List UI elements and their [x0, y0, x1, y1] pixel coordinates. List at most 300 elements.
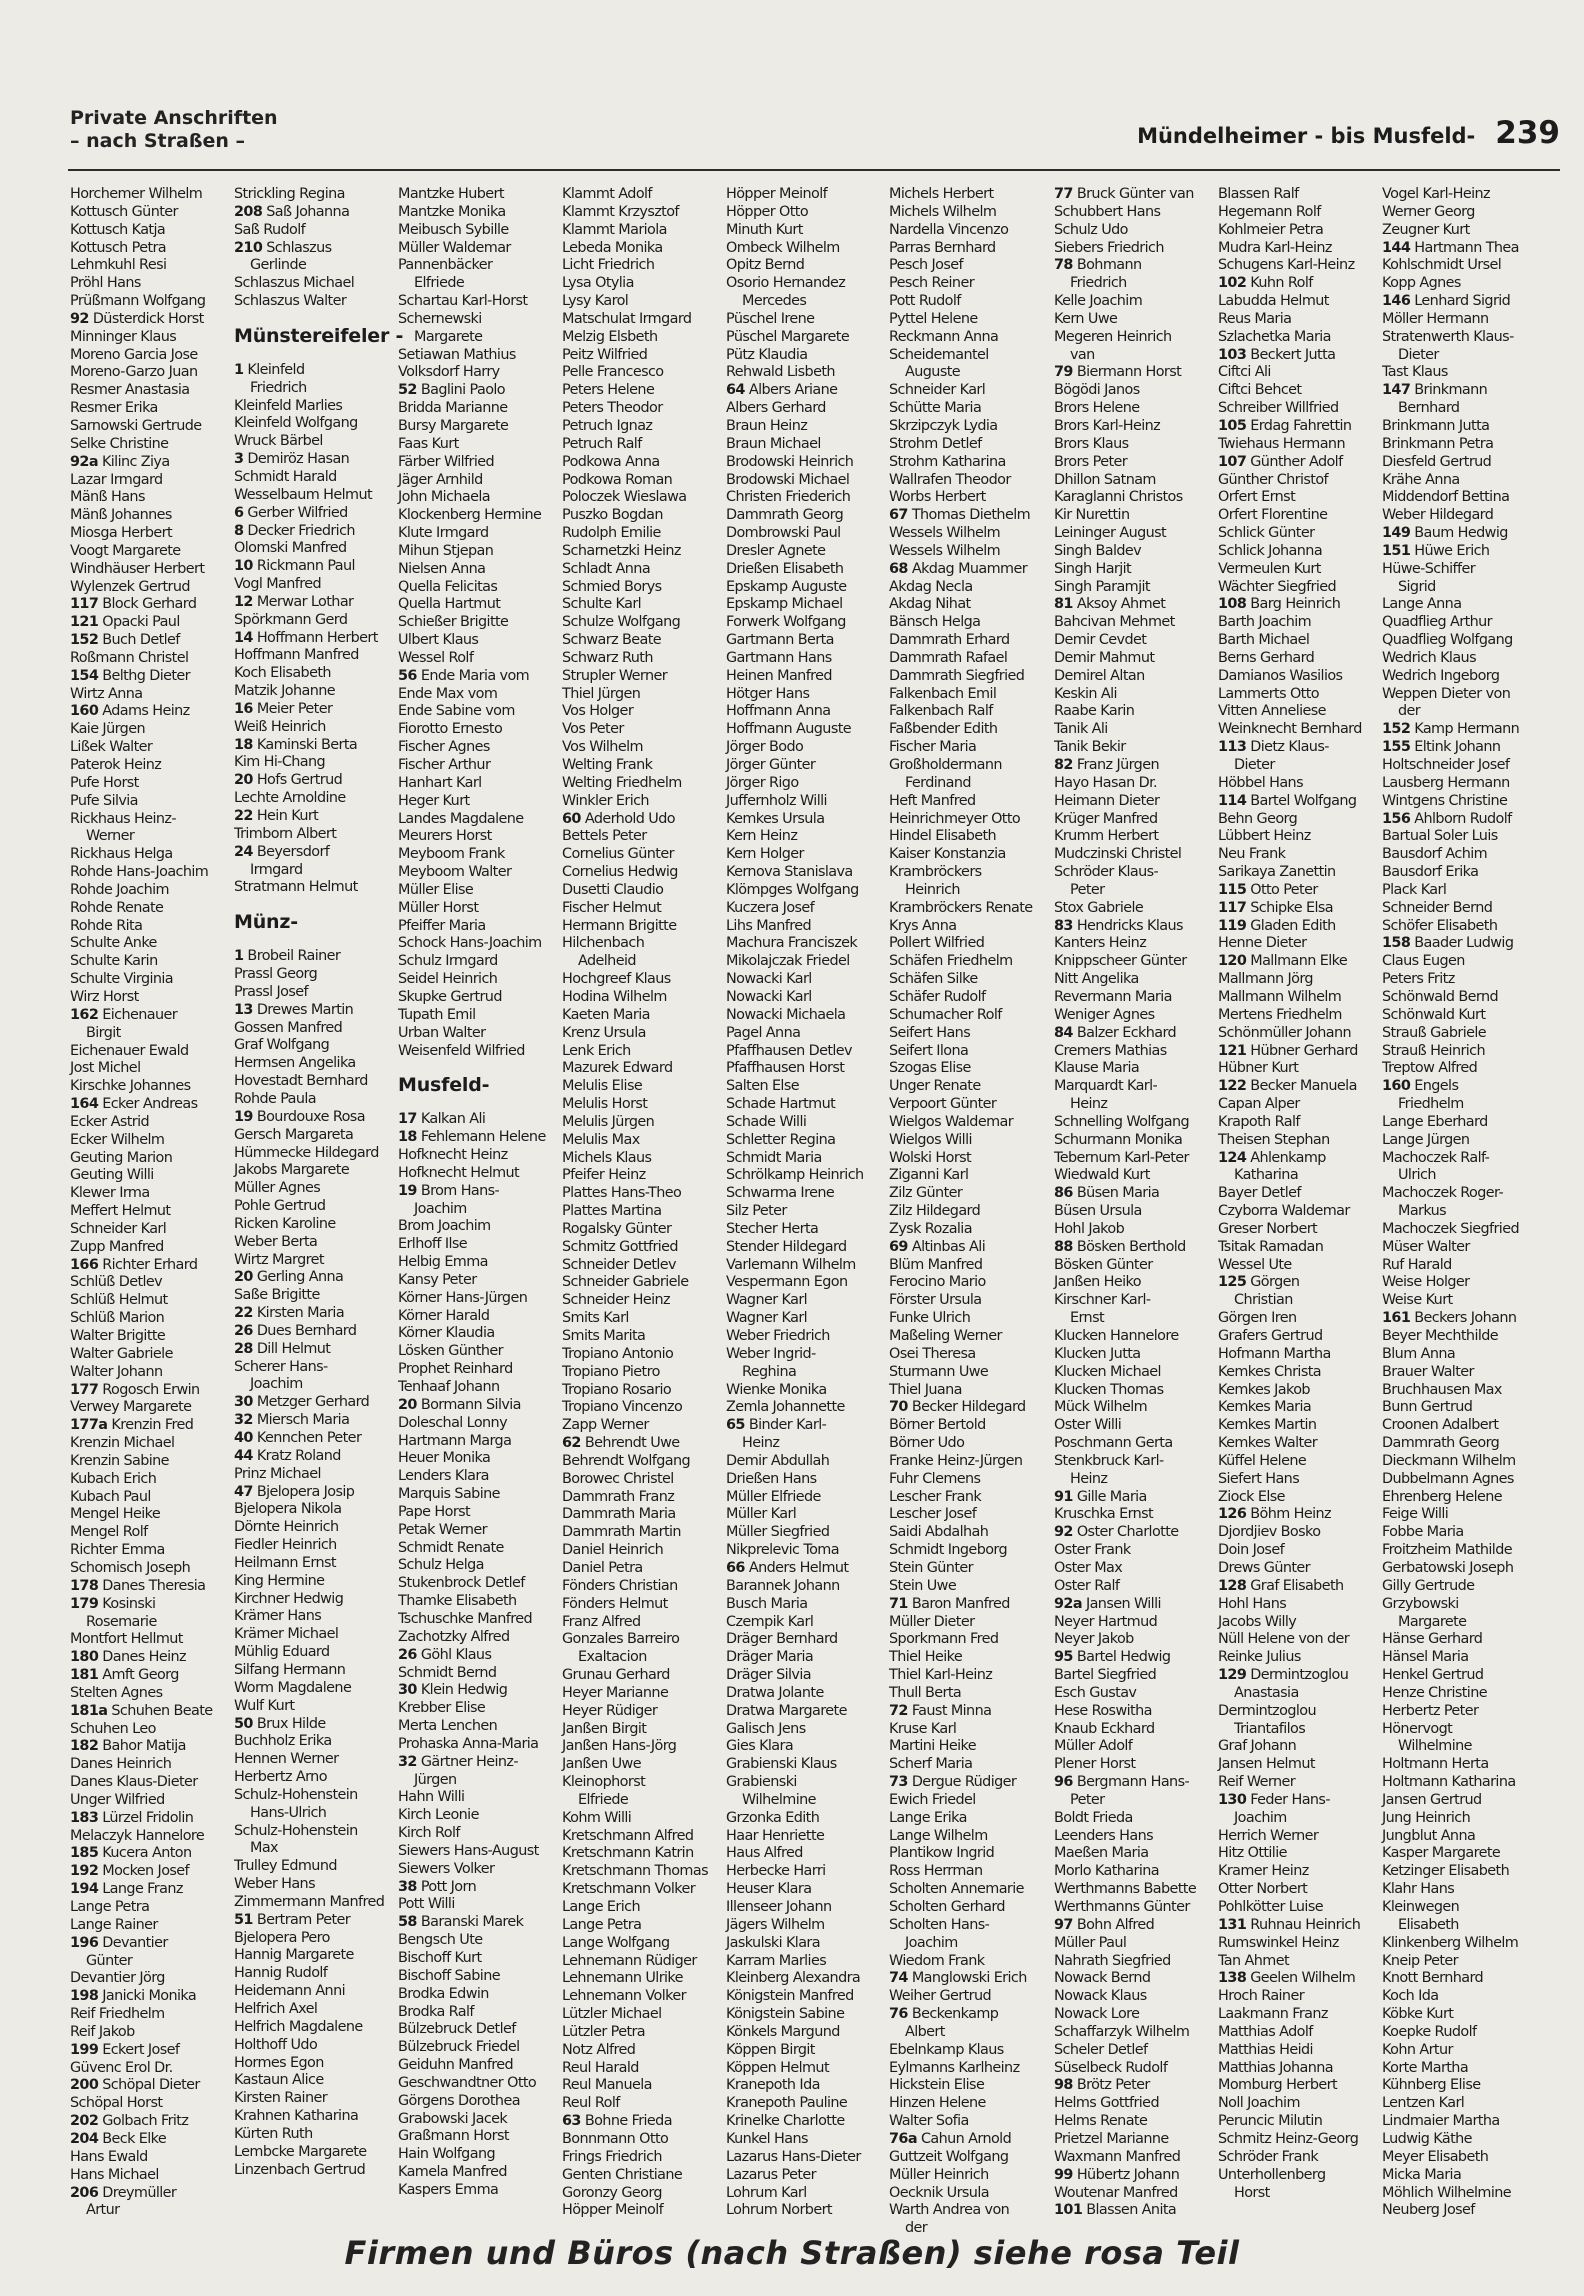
directory-entry [398, 1879, 558, 1897]
directory-entry [1054, 739, 1214, 757]
house-number: 86 [1054, 1185, 1073, 1202]
directory-entry [234, 1751, 394, 1769]
directory-entry [70, 257, 230, 275]
resident-name: Machoczek Ralf- [1382, 1149, 1490, 1166]
directory-entry [726, 257, 886, 275]
resident-name: Paterok Heinz [70, 757, 162, 773]
resident-name: Ross Herrman [889, 1863, 983, 1880]
resident-name: Mengel Heike [70, 1506, 161, 1523]
house-number: 14 [234, 629, 253, 646]
directory-entry [726, 846, 886, 864]
resident-name: Seidel Heinrich [398, 971, 498, 988]
resident-name: Janßen Birgit [562, 1720, 647, 1737]
resident-name: Hans Ewald [70, 2148, 148, 2165]
resident-name: Treptow Alfred [1382, 1060, 1478, 1077]
resident-name: Kim Hi-Chang [234, 754, 326, 771]
directory-entry [726, 1417, 886, 1435]
directory-entry [234, 1823, 394, 1841]
directory-entry [1054, 1774, 1214, 1792]
directory-entry [889, 1150, 1049, 1168]
resident-name: Weisenfeld Wilfried [398, 1042, 525, 1059]
resident-name: Schulze Wolfgang [562, 614, 681, 631]
resident-name: Vos Peter [562, 721, 624, 738]
resident-name: Kilinc Ziya [101, 453, 170, 470]
resident-name: Wulf Kurt [234, 1697, 295, 1714]
resident-name: Siewers Hans-August [398, 1842, 539, 1859]
directory-entry [1054, 1328, 1214, 1346]
house-number: 60 [562, 810, 581, 827]
directory-entry [1218, 311, 1378, 329]
resident-name: Wedrich Klaus [1382, 649, 1476, 666]
resident-name: Hese Roswitha [1054, 1702, 1152, 1719]
directory-entry [1054, 275, 1214, 293]
house-number: 181a [70, 1702, 108, 1719]
resident-name: Kosinski [102, 1595, 156, 1612]
directory-entry [234, 1626, 394, 1644]
directory-entry [234, 1912, 394, 1930]
directory-entry [1218, 1185, 1378, 1203]
directory-entry [726, 1721, 886, 1739]
resident-name: Schmidt Ingeborg [889, 1542, 1008, 1559]
directory-entry [726, 2202, 886, 2220]
directory-entry [889, 1578, 1049, 1596]
directory-entry [889, 900, 1049, 918]
entry-continuation: Ernst [1070, 1310, 1105, 1327]
directory-entry [234, 1412, 394, 1430]
directory-entry [1054, 1489, 1214, 1507]
resident-name: Ecker Andreas [102, 1096, 198, 1113]
resident-name: Pohle Gertrud [234, 1198, 326, 1215]
resident-name: Welting Friedhelm [562, 774, 682, 791]
resident-name: Forwerk Wolfgang [726, 614, 846, 631]
resident-name: Mazurek Edward [562, 1060, 673, 1077]
directory-entry [398, 1025, 558, 1043]
directory-entry [1218, 1596, 1378, 1614]
resident-name: Behrendt Uwe [584, 1435, 680, 1452]
directory-entry [234, 1198, 394, 1216]
directory-entry [889, 579, 1049, 597]
directory-entry [562, 1096, 722, 1114]
directory-entry [726, 1399, 886, 1417]
directory-entry [70, 1364, 230, 1382]
resident-name: Bülzebruck Friedel [398, 2039, 520, 2056]
directory-entry [70, 2042, 230, 2060]
resident-name: Hoffmann Anna [726, 703, 831, 720]
resident-name: Neu Frank [1218, 846, 1286, 863]
resident-name: Kaeten Maria [562, 1006, 650, 1023]
resident-name: Wächter Siegfried [1218, 578, 1337, 595]
resident-name: Klucken Hannelore [1054, 1328, 1179, 1344]
directory-entry [234, 1662, 394, 1680]
resident-name: Böhm Heinz [1250, 1506, 1331, 1523]
resident-name: Klömpges Wolfgang [726, 881, 859, 898]
directory-entry [70, 1881, 230, 1899]
entry-continuation: Peter [1070, 1791, 1105, 1808]
directory-entry [1382, 1185, 1542, 1203]
resident-name: Bausdorf Erika [1382, 864, 1479, 881]
resident-name: Akdag Necla [889, 578, 973, 595]
resident-name: Poloczek Wieslawa [562, 489, 687, 506]
directory-entry [562, 721, 722, 739]
house-number: 6 [234, 504, 244, 521]
directory-entry [234, 558, 394, 576]
resident-name: Graßmann Horst [398, 2128, 509, 2145]
directory-entry [1054, 668, 1214, 686]
resident-name: Holtmann Katharina [1382, 1774, 1516, 1791]
directory-entry [1382, 935, 1542, 953]
directory-entry [726, 1364, 886, 1382]
directory-entry [234, 647, 394, 665]
directory-entry [726, 2042, 886, 2060]
directory-entry [1382, 1542, 1542, 1560]
resident-name: Schäfen Friedhelm [889, 953, 1013, 970]
directory-entry [889, 1382, 1049, 1400]
resident-name: Fuhr Clemens [889, 1470, 981, 1487]
directory-entry [398, 1647, 558, 1665]
directory-entry [1054, 1614, 1214, 1632]
directory-entry [70, 1685, 230, 1703]
resident-name: Wessels Wilhelm [889, 525, 1001, 542]
directory-entry [1054, 525, 1214, 543]
house-number: 12 [234, 593, 253, 610]
resident-name: Nahrath Siegfried [1054, 1952, 1171, 1969]
directory-entry [562, 1453, 722, 1471]
resident-name: Beckenkamp [911, 2006, 999, 2023]
directory-entry [70, 1096, 230, 1114]
directory-entry [889, 739, 1049, 757]
directory-entry [726, 1988, 886, 2006]
directory-entry [70, 1489, 230, 1507]
directory-entry [1218, 364, 1378, 382]
directory-entry [726, 1792, 886, 1810]
directory-entry [726, 793, 886, 811]
directory-entry [398, 1007, 558, 1025]
resident-name: Jost Michel [70, 1060, 141, 1077]
directory-entry [726, 311, 886, 329]
directory-entry [70, 1774, 230, 1792]
resident-name: Meyboom Walter [398, 864, 512, 881]
directory-entry [562, 1025, 722, 1043]
directory-entry [234, 1091, 394, 1109]
directory-entry [562, 1060, 722, 1078]
resident-name: Machura Franciszek [726, 935, 858, 952]
directory-entry [234, 1537, 394, 1555]
resident-name: Lazar Irmgard [70, 471, 163, 488]
directory-entry [70, 2024, 230, 2042]
resident-name: Zemla Johannette [726, 1399, 845, 1416]
directory-entry [889, 1471, 1049, 1489]
directory-entry [726, 2113, 886, 2131]
resident-name: Hofknecht Heinz [398, 1147, 508, 1164]
directory-entry [1382, 436, 1542, 454]
house-number: 119 [1218, 917, 1247, 934]
resident-name: Brodowski Heinrich [726, 453, 854, 470]
resident-name: Hroch Rainer [1218, 1988, 1305, 2005]
resident-name: Ludwig Käthe [1382, 2130, 1472, 2147]
directory-entry [562, 2042, 722, 2060]
resident-name: Schlüß Helmut [70, 1292, 168, 1309]
house-number: 117 [70, 596, 99, 613]
resident-name: Hennen Werner [234, 1751, 339, 1768]
resident-name: Thiel Karl-Heinz [889, 1667, 993, 1684]
resident-name: Ziganni Karl [889, 1167, 969, 1184]
resident-name: Karram Marlies [726, 1952, 827, 1969]
directory-entry [1218, 293, 1378, 311]
directory-entry [726, 1185, 886, 1203]
directory-entry [398, 1611, 558, 1629]
resident-name: Mantzke Monika [398, 203, 506, 220]
resident-name: Bonnmann Otto [562, 2130, 669, 2147]
resident-name: Nielsen Anna [398, 560, 486, 577]
resident-name: Twiehaus Hermann [1218, 435, 1345, 452]
directory-entry [234, 204, 394, 222]
directory-entry [562, 650, 722, 668]
directory-entry [398, 1236, 558, 1254]
house-number: 146 [1382, 293, 1411, 310]
resident-name: Thull Berta [889, 1684, 962, 1701]
directory-entry [398, 1450, 558, 1468]
directory-entry [234, 737, 394, 755]
directory-entry [1382, 1685, 1542, 1703]
resident-name: Müller Siegfried [726, 1524, 830, 1541]
resident-name: Pyttel Helene [889, 310, 978, 327]
directory-entry [1054, 436, 1214, 454]
resident-name: Buch Detlef [102, 632, 180, 649]
resident-name: Schnelling Wolfgang [1054, 1113, 1190, 1130]
directory-entry [562, 632, 722, 650]
resident-name: Kretschmann Volker [562, 1881, 696, 1898]
resident-name: Baglini Paolo [420, 382, 506, 399]
house-number: 64 [726, 382, 745, 399]
resident-name: Diesfeld Gertrud [1382, 453, 1492, 470]
resident-name: Dermintzoglou [1218, 1702, 1316, 1719]
directory-entry [234, 451, 394, 469]
directory-entry [398, 1950, 558, 1968]
house-number: 101 [1054, 2202, 1083, 2219]
resident-name: Borowec Christel [562, 1470, 674, 1487]
resident-name: Kohlmeier Petra [1218, 221, 1324, 238]
directory-entry [1054, 935, 1214, 953]
directory-entry [726, 1917, 886, 1935]
directory-entry [70, 1060, 230, 1078]
resident-name: Schulte Virginia [70, 971, 174, 988]
directory-entry [70, 2095, 230, 2113]
directory-entry [70, 703, 230, 721]
resident-name: Lange Petra [70, 1899, 150, 1915]
directory-entry [889, 257, 1049, 275]
entry-continuation: Irmgard [250, 861, 303, 878]
directory-entry [1218, 489, 1378, 507]
directory-entry [1218, 1899, 1378, 1917]
directory-column-7 [1054, 186, 1214, 2219]
resident-name: Wruck Bärbel [234, 433, 323, 450]
directory-entry [562, 1274, 722, 1292]
resident-name: Matthias Adolf [1218, 2023, 1313, 2040]
directory-entry [1054, 1292, 1214, 1310]
resident-name: Kuczera Josef [726, 899, 815, 916]
directory-entry [398, 525, 558, 543]
resident-name: Scholten Hans- [889, 1916, 990, 1933]
resident-name: Hanhart Karl [398, 774, 482, 791]
entry-continuation: Triantafilos [1234, 1720, 1306, 1737]
house-number: 183 [70, 1809, 99, 1826]
directory-entry [1054, 1310, 1214, 1328]
resident-name: Klucken Jutta [1054, 1345, 1141, 1362]
directory-entry [1054, 1667, 1214, 1685]
directory-entry [562, 1988, 722, 2006]
directory-entry [1382, 1845, 1542, 1863]
resident-name: Voogt Margarete [70, 542, 181, 559]
directory-entry [562, 204, 722, 222]
resident-name: Thamke Elisabeth [398, 1593, 517, 1610]
directory-entry [1054, 1685, 1214, 1703]
directory-entry [398, 543, 558, 561]
directory-entry [398, 204, 558, 222]
directory-entry [1218, 1953, 1378, 1971]
directory-entry [70, 1043, 230, 1061]
directory-entry [234, 540, 394, 558]
resident-name: Verwey Margarete [70, 1399, 192, 1416]
resident-name: Weber Berta [234, 1233, 318, 1250]
house-number: 19 [234, 1108, 253, 1125]
resident-name: Klein Hedwig [420, 1682, 508, 1699]
resident-name: Akdag Muammer [911, 560, 1028, 577]
directory-entry [70, 918, 230, 936]
directory-entry [562, 2024, 722, 2042]
entry-continuation: Sigrid [1398, 578, 1436, 595]
directory-entry [726, 1471, 886, 1489]
directory-entry [398, 1397, 558, 1415]
directory-entry [1218, 1453, 1378, 1471]
resident-name: Miosga Herbert [70, 525, 172, 542]
directory-entry [1054, 703, 1214, 721]
directory-entry [1382, 1114, 1542, 1132]
resident-name: Opitz Bernd [726, 257, 805, 274]
resident-name: Werthmanns Babette [1054, 1881, 1197, 1898]
directory-entry [398, 2057, 558, 2075]
resident-name: Kir Nurettin [1054, 507, 1130, 524]
directory-entry [562, 454, 722, 472]
directory-entry [562, 668, 722, 686]
resident-name: Förster Ursula [889, 1292, 982, 1309]
resident-name: Prassl Josef [234, 983, 308, 1000]
resident-name: Saß Rudolf [234, 221, 306, 238]
resident-name: Bischoff Kurt [398, 1950, 482, 1966]
house-number: 67 [889, 507, 908, 524]
resident-name: Golbach Fritz [102, 2113, 189, 2130]
directory-entry [562, 703, 722, 721]
directory-entry [562, 275, 722, 293]
house-number: 81 [1054, 596, 1073, 613]
directory-entry [562, 1578, 722, 1596]
resident-name: Skupke Gertrud [398, 988, 502, 1005]
resident-name: Wielgos Waldemar [889, 1113, 1014, 1130]
resident-name: Pesch Josef [889, 257, 963, 274]
resident-name: Schrölkamp Heinrich [726, 1167, 864, 1184]
resident-name: Bourdouxe Rosa [256, 1108, 365, 1125]
directory-entry [889, 1364, 1049, 1382]
resident-name: Thomas Diethelm [911, 507, 1031, 524]
directory-entry [70, 222, 230, 240]
resident-name: Croonen Adalbert [1382, 1417, 1499, 1434]
resident-name: Ricken Karoline [234, 1215, 336, 1232]
resident-name: Reif Friedhelm [70, 2006, 165, 2023]
resident-name: Kramer Heinz [1218, 1863, 1309, 1880]
directory-entry [234, 1698, 394, 1716]
resident-name: Oster Charlotte [1076, 1524, 1179, 1541]
directory-entry [726, 2185, 886, 2203]
directory-entry [398, 2021, 558, 2039]
directory-entry [1054, 257, 1214, 275]
resident-name: Reif Jakob [70, 2023, 135, 2040]
resident-name: Smits Marita [562, 1328, 646, 1344]
resident-name: Rohde Hans-Joachim [70, 864, 209, 881]
directory-entry [1382, 971, 1542, 989]
house-number: 65 [726, 1417, 745, 1434]
resident-name: Parras Bernhard [889, 239, 996, 256]
directory-entry [1054, 596, 1214, 614]
directory-entry [1382, 1935, 1542, 1953]
directory-entry [398, 275, 558, 293]
directory-entry [1218, 614, 1378, 632]
directory-entry [234, 293, 394, 311]
directory-entry [70, 454, 230, 472]
directory-entry [1218, 686, 1378, 704]
directory-entry [70, 900, 230, 918]
resident-name: Weber Ingrid- [726, 1345, 816, 1362]
resident-name: Beck Elke [102, 2130, 167, 2147]
resident-name: Szogas Elise [889, 1060, 971, 1077]
directory-entry [1218, 1703, 1378, 1721]
directory-entry [889, 918, 1049, 936]
resident-name: Djordjiev Bosko [1218, 1524, 1321, 1541]
page-number: 239 [1495, 115, 1560, 151]
resident-name: Bartel Hedwig [1076, 1649, 1171, 1666]
directory-entry [726, 953, 886, 971]
resident-name: Krenzin Fred [111, 1417, 194, 1434]
directory-entry [726, 721, 886, 739]
house-number: 82 [1054, 757, 1073, 773]
resident-name: Neuberg Josef [1382, 2202, 1475, 2219]
resident-name: Hübertz Johann [1076, 2166, 1180, 2183]
resident-name: Jägers Wilhelm [726, 1916, 825, 1933]
resident-name: Goronzy Georg [562, 2184, 662, 2201]
directory-entry [234, 380, 394, 398]
resident-name: Resmer Erika [70, 400, 158, 417]
directory-entry [1054, 1239, 1214, 1257]
directory-entry [1218, 900, 1378, 918]
directory-entry [70, 1863, 230, 1881]
page-header-right [1137, 115, 1560, 151]
directory-entry [234, 1644, 394, 1662]
directory-entry [1382, 2167, 1542, 2185]
directory-entry [398, 1272, 558, 1290]
house-number: 88 [1054, 1238, 1073, 1255]
directory-entry [1382, 1239, 1542, 1257]
house-number: 96 [1054, 1774, 1073, 1791]
directory-entry [726, 1328, 886, 1346]
house-number: 20 [398, 1396, 417, 1413]
directory-entry [1382, 1025, 1542, 1043]
house-number: 76 [889, 2006, 908, 2023]
directory-entry [234, 2108, 394, 2126]
resident-name: Vos Wilhelm [562, 739, 643, 756]
directory-entry [234, 1983, 394, 2001]
directory-entry [234, 1020, 394, 1038]
directory-entry [70, 793, 230, 811]
resident-name: Kottusch Petra [70, 239, 167, 256]
resident-name: Maßeling Werner [889, 1328, 1002, 1344]
